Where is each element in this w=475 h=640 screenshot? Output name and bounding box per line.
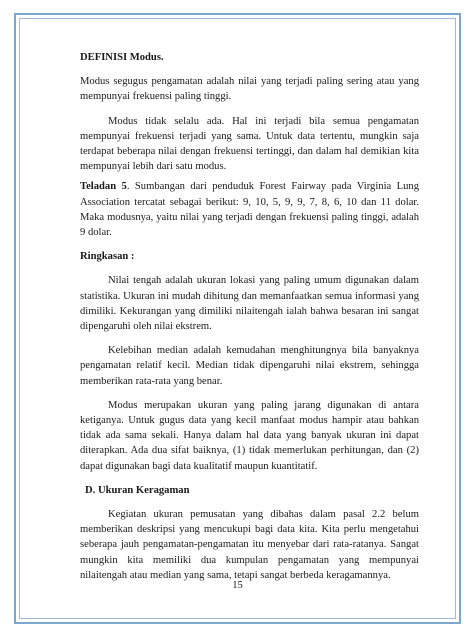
heading-ringkasan: Ringkasan : (80, 251, 135, 263)
example-text: . Sumbangan dari penduduk Forest Fairway pada Virginia Lung Association tercatat sebagai berikut: 9, 10, 5, 9, 9, 7, 8, 6, 10 dan 11 dolar. Maka modusnya, yaitu nilai yang terjadi dengan frekuensi paling tinggi, adalah 9 dolar. (80, 181, 420, 239)
page-number: 15 (232, 580, 243, 591)
heading-definisi-modus: DEFINISI Modus. (80, 52, 164, 63)
paragraph-teladan-5 (80, 179, 419, 240)
heading-section-d: D. Ukuran Keragaman (85, 484, 190, 496)
example-label: Teladan 5 (80, 181, 127, 193)
paragraph-kegiatan-ukuran: Kegiatan ukuran pemusatan yang dibahas dalam pasal 2.2 belum memberikan deskripsi yang mencukupi bagi data kita. Kita perlu mengetahui seberapa jauh pengamatan-pengamatan itu menyebar dari rata-ratanya. Sangat mungkin kita memiliki dua kumpulan pengamatan yang mempunyai nilaitengah atau median yang sama, tetapi sangat berbeda keragamannya. (80, 509, 419, 581)
paragraph-modus-definition: Modus segugus pengamatan adalah nilai yang terjadi paling sering atau yang mempunyai frekuensi paling tinggi. (80, 76, 419, 103)
paragraph-median: Kelebihan median adalah kemudahan menghitungnya bila banyaknya pengamatan relatif kecil. Median tidak dipengaruhi nilai ekstrem, sehingga memberikan rata-rata yang benar. (80, 345, 419, 387)
page-content (80, 50, 419, 583)
paragraph-modus-tidak-selalu-ada: Modus tidak selalu ada. Hal ini terjadi bila semua pengamatan mempunyai frekuensi terjadi yang sama. Untuk data tertentu, mungkin saja terdapat beberapa nilai dengan frekuensi tertinggi, dan dalam hal demikian kita mempunyai lebih dari satu modus. (80, 115, 419, 173)
paragraph-nilai-tengah: Nilai tengah adalah ukuran lokasi yang paling umum digunakan dalam statistika. Ukuran ini mudah dihitung dan memanfaatkan semua informasi yang dimiliki. Kekurangan yang dimiliki nilaitengah ialah bahwa besaran ini sangat dipengaruhi oleh nilai ekstrem. (80, 275, 419, 333)
paragraph-modus-ukuran: Modus merupakan ukuran yang paling jarang digunakan di antara ketiganya. Untuk gugus data yang kecil manfaat modus hampir atau bahkan tidak ada sama sekali. Hanya dalam hal data yang banyak ukuran ini dapat diterapkan. Ada dua sifat baiknya, (1) tidak memerlukan perhitungan, dan (2) dapat digunakan bagi data kualitatif maupun kuantitatif. (80, 399, 419, 472)
